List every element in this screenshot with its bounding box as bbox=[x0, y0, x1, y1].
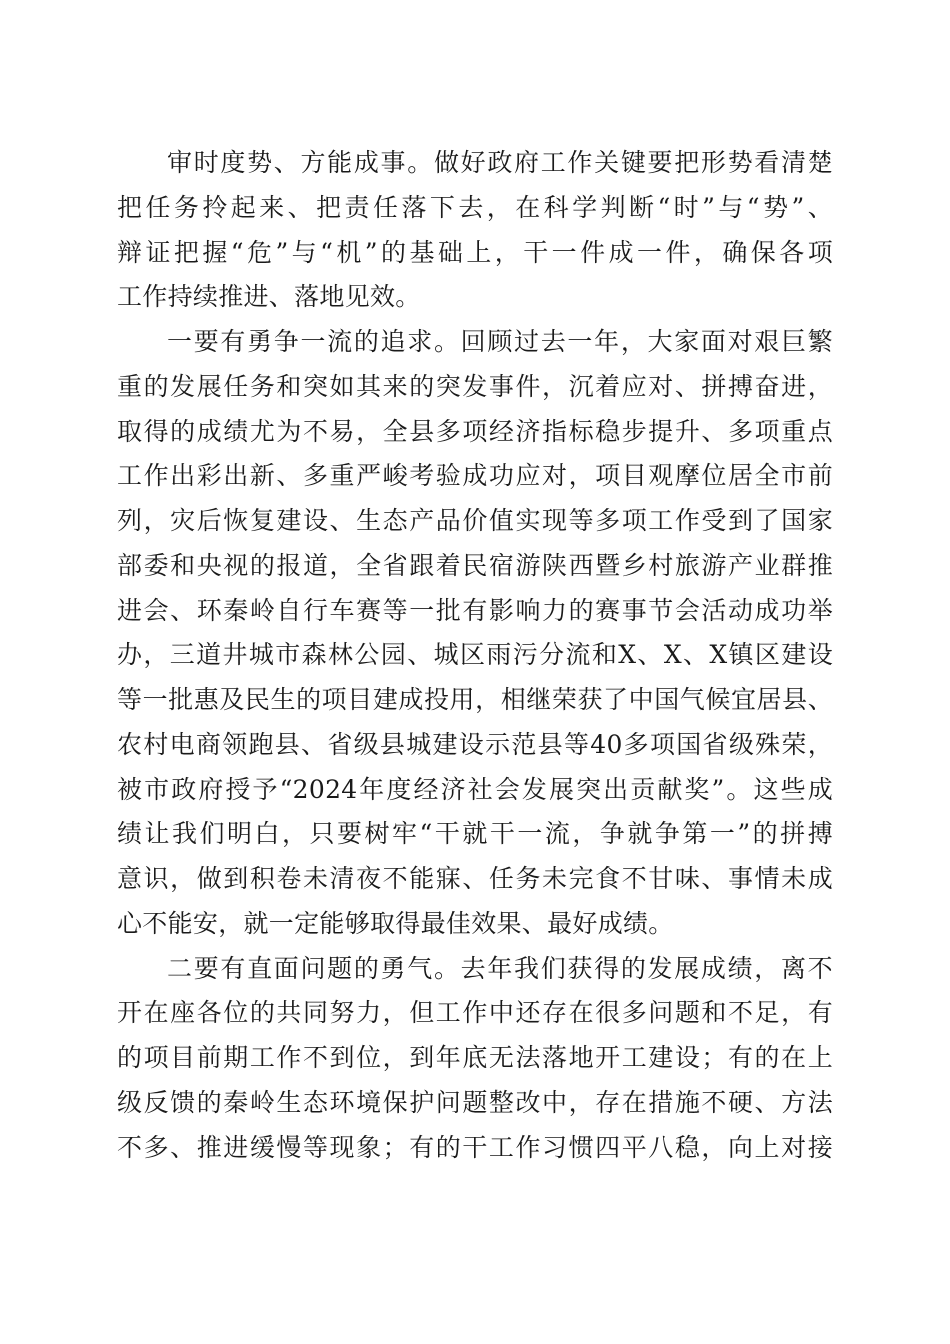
text-line: 级反馈的秦岭生态环境保护问题整改中，存在措施不硬、方法 bbox=[117, 1087, 833, 1117]
text-line: 被市政府授予“2024年度经济社会发展突出贡献奖”。这些成 bbox=[117, 774, 833, 804]
text-line: 不多、推进缓慢等现象；有的干工作习惯四平八稳，向上对接 bbox=[117, 1132, 833, 1162]
text-line: 进会、环秦岭自行车赛等一批有影响力的赛事节会活动成功举 bbox=[117, 595, 833, 625]
text-line: 意识，做到积卷未清夜不能寐、任务未完食不甘味、事情未成 bbox=[117, 864, 833, 893]
text-line: 二要有直面问题的勇气。去年我们获得的发展成绩，离不 bbox=[167, 953, 833, 983]
text-line: 绩让我们明白，只要树牢“干就干一流，争就争第一”的拼搏 bbox=[117, 819, 833, 849]
text-line: 心不能安，就一定能够取得最佳效果、最好成绩。 bbox=[117, 908, 674, 938]
text-line: 列，灾后恢复建设、生态产品价值实现等多项工作受到了国家 bbox=[117, 506, 833, 535]
document-body bbox=[117, 141, 833, 1170]
text-line: 辩证把握“危”与“机”的基础上，干一件成一件，确保各项 bbox=[117, 237, 833, 267]
paragraph bbox=[117, 320, 833, 947]
text-line: 的项目前期工作不到位，到年底无法落地开工建设；有的在上 bbox=[117, 1043, 833, 1072]
text-line: 农村电商领跑县、省级县城建设示范县等40多项国省级殊荣， bbox=[117, 729, 833, 759]
paragraph bbox=[117, 947, 833, 1171]
text-line: 部委和央视的报道，全省跟着民宿游陕西暨乡村旅游产业群推 bbox=[117, 550, 833, 580]
text-line: 把任务拎起来、把责任落下去，在科学判断“时”与“势”、 bbox=[117, 192, 833, 222]
text-line: 开在座各位的共同努力，但工作中还存在很多问题和不足，有 bbox=[117, 998, 833, 1028]
text-line: 工作出彩出新、多重严峻考验成功应对，项目观摩位居全市前 bbox=[117, 461, 833, 491]
text-line: 办，三道井城市森林公园、城区雨污分流和X、X、X镇区建设 bbox=[117, 640, 833, 670]
text-line: 审时度势、方能成事。做好政府工作关键要把形势看清楚 bbox=[167, 148, 833, 177]
text-line: 取得的成绩尤为不易，全县多项经济指标稳步提升、多项重点 bbox=[117, 416, 833, 446]
text-line: 工作持续推进、落地见效。 bbox=[117, 282, 421, 312]
text-line: 等一批惠及民生的项目建成投用，相继荣获了中国气候宜居县、 bbox=[117, 685, 833, 714]
text-line: 一要有勇争一流的追求。回顾过去一年，大家面对艰巨繁 bbox=[167, 327, 833, 356]
text-line: 重的发展任务和突如其来的突发事件，沉着应对、拼搏奋进， bbox=[117, 371, 833, 401]
paragraph bbox=[117, 141, 833, 320]
